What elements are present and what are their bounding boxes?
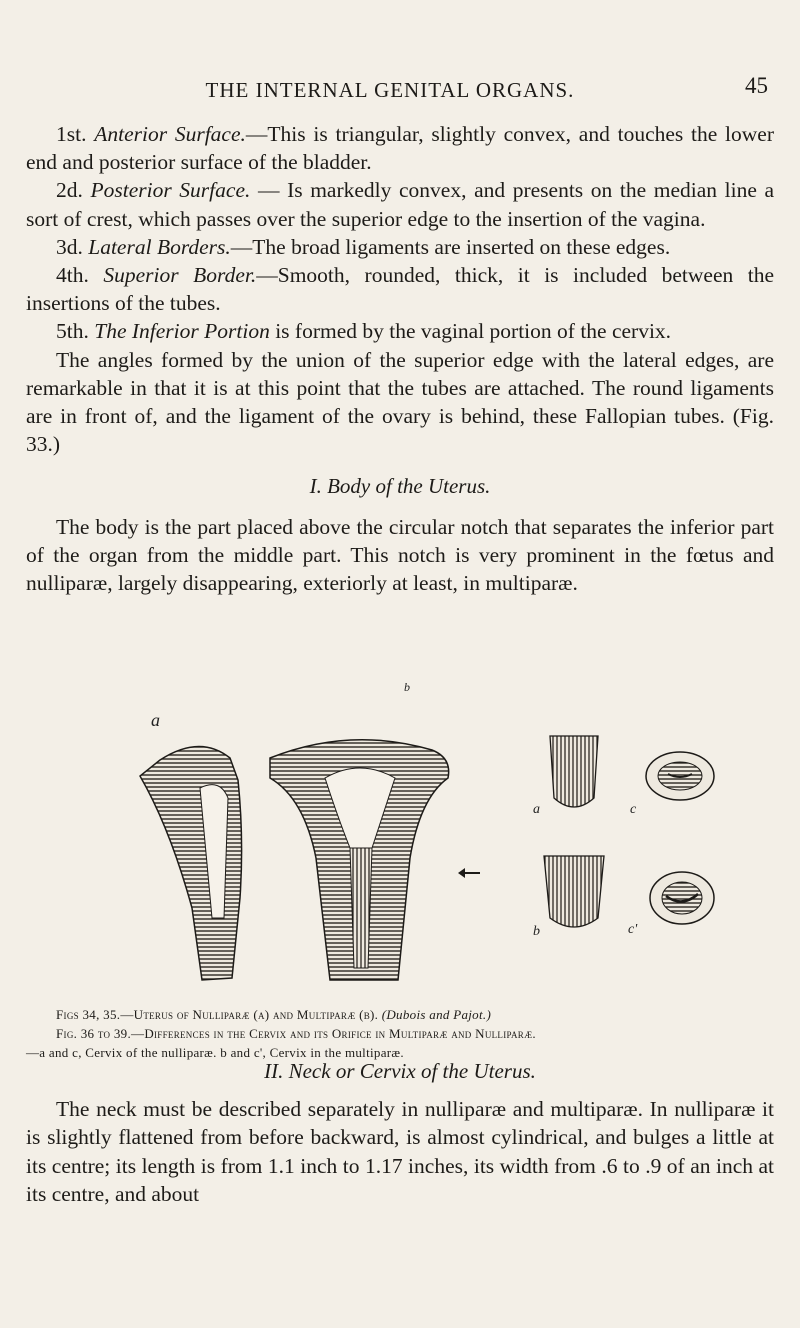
running-head: THE INTERNAL GENITAL ORGANS.: [205, 78, 575, 102]
cervix-orifice-c-prime: [650, 872, 714, 924]
caption-prefix: Fig. 36 to 39.—: [56, 1026, 145, 1041]
caption-line-legend: —a and c, Cervix of the nulliparæ. b and c', Cervix in the multiparæ.: [26, 1045, 404, 1060]
item-number: 3d.: [56, 234, 83, 259]
body-text: [26, 120, 774, 597]
uterus-multiparae-drawing: [270, 740, 449, 980]
arrow-marker-head: [458, 868, 465, 878]
figure-caption: [26, 1005, 774, 1062]
paragraph-superior-border: [26, 261, 774, 317]
item-number: 1st.: [56, 122, 87, 146]
figure-label-c: c: [630, 802, 637, 817]
caption-title: Differences in the Cervix and its Orifice in Multiparæ and Nulliparæ.: [144, 1026, 536, 1041]
caption-prefix: Figs 34, 35.—: [56, 1007, 134, 1022]
item-title: Lateral Borders.: [88, 234, 231, 259]
figure-uterus: [120, 680, 720, 988]
caption-title: Uterus of Nulliparæ (a) and Multiparæ (b).: [133, 1007, 379, 1022]
cervix-nulliparae-a: [550, 736, 598, 807]
paragraph-posterior-surface: [26, 176, 774, 232]
item-number: 4th.: [56, 263, 89, 288]
lower-text: [26, 1057, 774, 1208]
paragraph-inferior-portion: [26, 317, 774, 345]
section-heading-cervix: II. Neck or Cervix of the Uterus.: [264, 1059, 536, 1083]
item-number: 5th.: [56, 319, 89, 344]
cervix-multiparae-b: [544, 856, 604, 927]
figure-label-a-small: a: [533, 802, 540, 817]
paragraph-body-description: The body is the part placed above the circular notch that separates the inferior part of the organ from the middle part. This notch is very prominent in the fœtus and nulliparæ, largely disappearing, exteriorly at least, in multiparæ.: [26, 514, 774, 596]
paragraph-lateral-borders: [26, 233, 774, 261]
cervix-orifice-c: [646, 752, 714, 800]
figure-label-b: b: [404, 680, 410, 694]
item-text: —Smooth, rounded, thick, it is included between the insertions of the tubes.: [26, 263, 775, 316]
figure-label-b-small: b: [533, 924, 540, 939]
item-text: is formed by the vaginal portion of the cervix.: [269, 319, 672, 344]
figure-label-c-prime: c': [628, 922, 638, 937]
item-title: The Inferior Portion: [94, 319, 270, 344]
paragraph-cervix-description: The neck must be described separately in nulliparæ and multiparæ. In nulliparæ it is slightly flattened from before backward, is almost cylindrical, and bulges a little at its centre; its length is from 1.1 inch to 1.17 inches, its width from .6 to .9 of an inch at its centre, and about: [26, 1097, 774, 1206]
paragraph-angles: The angles formed by the union of the superior edge with the lateral edges, are remarkable in that it is at this point that the tubes are attached. The round ligaments are in front of, and the ligament of the ovary is behind, these Fallopian tubes. (Fig. 33.): [26, 347, 774, 457]
caption-line-figs-34-35: [26, 1005, 774, 1024]
item-number: 2d.: [56, 178, 83, 203]
item-title: Posterior Surface.: [90, 178, 251, 203]
item-text: —This is triangular, slightly convex, and touches the lower end and posterior surface of the bladder.: [26, 122, 775, 175]
item-text: — Is markedly convex, and presents on the median line a sort of crest, which passes over the superior edge to the insertion of the vagina.: [26, 178, 775, 231]
caption-credit: (Dubois and Pajot.): [378, 1007, 492, 1022]
uterus-nulliparae-drawing: [140, 746, 242, 980]
item-title: Anterior Surface.: [94, 122, 246, 146]
paragraph-anterior-surface: [26, 120, 774, 176]
page-number: 45: [745, 73, 768, 98]
figure-label-a: a: [151, 710, 160, 730]
uterus-illustration: [120, 718, 720, 988]
caption-line-figs-36-39: [26, 1024, 774, 1043]
item-title: Superior Border.: [103, 263, 257, 288]
section-heading-body: I. Body of the Uterus.: [309, 474, 491, 499]
item-text: —The broad ligaments are inserted on these edges.: [230, 234, 671, 259]
